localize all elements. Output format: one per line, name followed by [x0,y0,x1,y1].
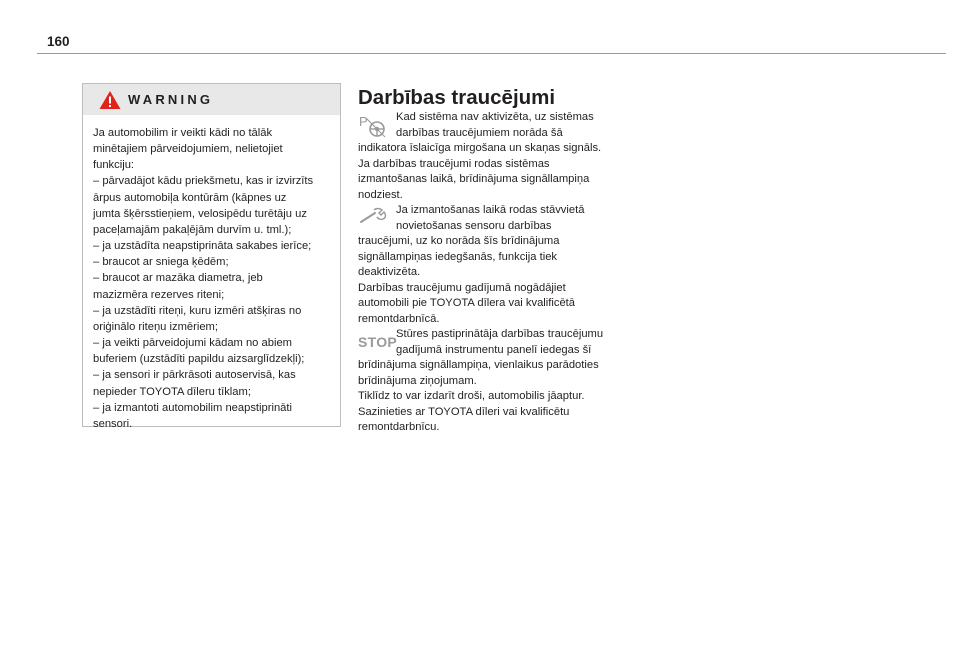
text-line: Tiklīdz to var izdarīt droši, automobilis jāaptur. [358,390,585,402]
section-title: Darbības traucējumi [358,86,556,109]
text-line: Darbības traucējumu gadījumā nogādājiet [358,281,566,294]
warning-line: ārpus automobiļa kontūrām (kāpnes uz [93,191,287,204]
warning-triangle-icon [99,90,121,110]
warning-line: paceļamajām pakaļējām durvīm u. tml.); [93,223,292,236]
text-line: indikatora īslaicīga mirgošana un skaņas signāls. [358,142,602,154]
warning-line: buferiem (uzstādīti papildu aizsarglīdzekļi); [93,353,305,366]
text-line: remontdarbnīcā. [358,312,440,325]
warning-header [83,84,340,115]
warning-line: Ja automobilim ir veikti kādi no tālāk [93,127,273,139]
text-line: Ja izmantošanas laikā rodas stāvvietā [396,204,585,216]
warning-line: – ja uzstādīti riteņi, kuru izmēri atšķiras no [93,304,302,317]
warning-text [93,125,339,432]
warning-line: – braucot ar mazāka diametra, jeb [93,272,263,285]
text-line: izmantošanas laikā, brīdinājuma signāllampiņa [358,173,590,185]
warning-line: oriģinālo riteņu izmēriem; [93,320,218,333]
park-assist-fault-icon [358,113,388,139]
warning-line: sensori. [93,417,133,430]
paragraph-steering-fault [358,327,618,436]
text-line: nodziest. [358,188,403,201]
section-content [358,110,618,436]
paragraph-inactive-fault [358,110,618,203]
warning-box [82,83,341,430]
text-line: deaktivizēta. [358,266,421,278]
warning-line: – ja uzstādīta neapstiprināta sakabes ierīce; [93,240,312,253]
warning-line: funkciju: [93,159,135,172]
paragraph-sensor-fault [358,203,618,327]
text-line: remontdarbnīcu. [358,421,440,433]
text-line: novietošanas sensoru darbības [396,219,552,232]
warning-line: – ja izmantoti automobilim neapstiprināti [93,401,292,414]
text-line: Sazinieties ar TOYOTA dīleri vai kvalificētu [358,405,570,418]
text-line: brīdinājuma ziņojumam. [358,374,477,387]
warning-title: WARNING [128,92,214,107]
text-line: gadījumā instrumentu panelī iedegas šī [396,343,592,356]
warning-line: – ja sensori ir pārkrāsoti autoservisā, kas [93,369,296,382]
text-line: Stūres pastiprinātāja darbības traucējumu [396,328,604,340]
page-number: 160 [47,34,70,49]
warning-line: minētajiem pārveidojumiem, nelietojiet [93,143,283,156]
service-wrench-icon [358,207,388,225]
warning-line: jumta šķērsstieņiem, velosipēdu turētāju uz [93,207,307,220]
text-line: Ja darbības traucējumi rodas sistēmas [358,157,550,170]
text-line: darbības traucējumiem norāda šā [396,126,563,139]
stop-warning-icon: STOP [358,334,398,350]
svg-text:P: P [359,114,368,129]
warning-line: – braucot ar sniega ķēdēm; [93,256,229,269]
header-divider [37,53,946,54]
text-line: Kad sistēma nav aktivizēta, uz sistēmas [396,111,594,123]
text-line: automobili pie TOYOTA dīlera vai kvalificētā [358,297,576,309]
warning-line: mazizmēra rezerves riteni; [93,288,225,301]
warning-line: nepieder TOYOTA dīleru tīklam; [93,385,251,398]
text-line: brīdinājuma signāllampiņa, vienlaikus parādoties [358,359,599,371]
warning-line: – ja veikti pārveidojumi kādam no abiem [93,337,292,350]
warning-line: – pārvadājot kādu priekšmetu, kas ir izvirzīts [93,175,314,188]
text-line: traucējumi, uz ko norāda šīs brīdinājuma [358,235,560,247]
text-line: signāllampiņas iedegšanās, funkcija tiek [358,250,558,263]
